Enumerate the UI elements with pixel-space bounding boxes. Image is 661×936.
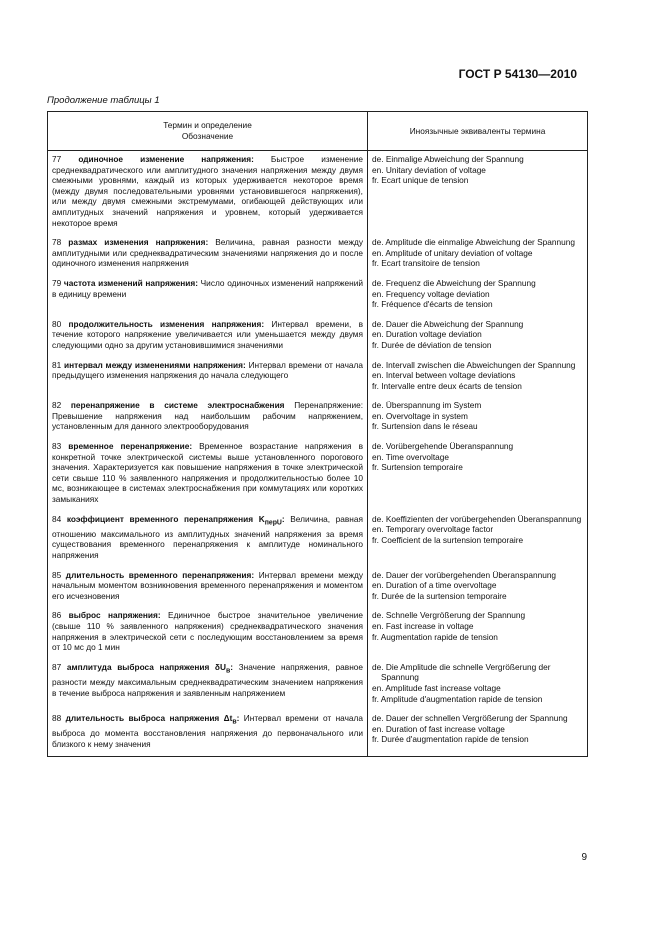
- header-designation-line: Обозначение: [181, 131, 234, 141]
- table-row: [48, 316, 588, 357]
- term-cell: [48, 567, 368, 608]
- equivalent-en: en. Amplitude of unitary deviation of voltage: [372, 247, 533, 258]
- term-definition: Временное возрастание напряжения в конкретной точке электрической системы выше установленного порогового значения. Характеризуется как повышение напряжения в точке электрической сети свыше 110 % заявленного напряжения и продолжительностью более 10 мс, возникающее в системах электроснабжения при коммутациях или коротких замыканиях: [52, 441, 363, 505]
- equivalent-fr: fr. Coefficient de la surtension temporaire: [372, 534, 524, 545]
- equivalents-cell: [368, 275, 588, 316]
- equivalent-fr: fr. Fréquence d'écarts de tension: [372, 299, 493, 310]
- table-continuation-caption: Продолжение таблицы 1: [47, 95, 160, 106]
- equivalents-cell: [368, 710, 588, 756]
- equivalent-de: de. Dauer die Abweichung der Spannung: [372, 318, 524, 329]
- equivalents-cell: [368, 397, 588, 438]
- header-foreign-equivalents: Иноязычные эквиваленты термина: [368, 112, 588, 151]
- term-name: выброс напряжения:: [68, 610, 161, 621]
- table-row: [48, 438, 588, 511]
- term-number: 85: [52, 569, 62, 580]
- term-definition: Интервал времени, в течение которого напряжение увеличивается или уменьшается между двумя следующими одно за другим установившимися значениями: [52, 318, 364, 350]
- term-number: 83: [52, 441, 62, 452]
- term-definition: Единичное быстрое значительное увеличение (свыше 110 % заявленного напряжения) среднеквадратического значения напряжения в электрической сети с последующим восстановлением за время от 10 мс до 1 мин: [52, 610, 364, 653]
- equivalent-de: de. Dauer der schnellen Vergrößerung der Spannung: [372, 713, 568, 724]
- term-name: коэффициент временного перенапряжения $K_{перU}$:: [66, 513, 285, 527]
- equivalent-de: de. Dauer der vorübergehenden Überanspannung: [372, 569, 557, 580]
- table-row: [48, 710, 588, 756]
- page-number: 9: [581, 852, 587, 863]
- equivalent-en: en. Frequency voltage deviation: [372, 288, 490, 299]
- term-cell: [48, 275, 368, 316]
- equivalents-cell: [368, 234, 588, 275]
- term-number: 79: [52, 277, 62, 288]
- term-definition: Интервал времени от начала предыдущего изменения напряжения до начала следующего: [52, 359, 363, 381]
- term-cell: [48, 234, 368, 275]
- term-number: 78: [52, 237, 62, 248]
- equivalent-fr: fr. Surtension dans le réseau: [372, 421, 478, 432]
- term-number: 81: [52, 359, 62, 370]
- term-definition: Величина, равная разности между амплитудными или среднеквадратическим значениями напряжения до и после одиночного изменения напряжения: [52, 237, 363, 269]
- term-number: 88: [52, 713, 62, 724]
- equivalents-cell: [368, 316, 588, 357]
- equivalent-en: en. Overvoltage in system: [372, 410, 468, 421]
- equivalent-fr: fr. Durée de déviation de tension: [372, 339, 492, 350]
- equivalent-fr: fr. Durée de la surtension temporaire: [372, 590, 507, 601]
- term-subscript: перU: [264, 519, 282, 527]
- equivalent-de: de. Amplitude die einmalige Abweichung der Spannung: [372, 237, 575, 248]
- term-cell: [48, 659, 368, 710]
- equivalent-en: en. Fast increase in voltage: [372, 621, 474, 632]
- term-number: 77: [52, 154, 62, 164]
- equivalent-fr: fr. Amplitude d'augmentation rapide de tension: [372, 693, 543, 704]
- term-name: частота изменений напряжения:: [63, 277, 198, 288]
- equivalent-en: en. Duration voltage deviation: [372, 329, 482, 340]
- equivalents-cell: [368, 659, 588, 710]
- equivalent-en: en. Temporary overvoltage factor: [372, 524, 494, 535]
- equivalent-fr: fr. Ecart unique de tension: [372, 175, 469, 186]
- equivalent-en: en. Time overvoltage: [372, 451, 450, 462]
- equivalent-de: de. Frequenz die Abweichung der Spannung: [372, 277, 536, 288]
- table-row: [48, 397, 588, 438]
- term-name: длительность выброса напряжения $\Delta t_в$:: [65, 713, 240, 726]
- table-row: [48, 357, 588, 398]
- term-definition: Величина, равная отношению максимального из амплитудных значений напряжения за время существования временного перенапряжения к амплитуде номинального напряжения: [52, 513, 363, 561]
- term-name: перенапряжение в системе электроснабжения: [70, 400, 285, 411]
- header-term-definition: [48, 112, 368, 151]
- equivalent-de: de. Überspannung im System: [372, 400, 482, 411]
- equivalent-de: de. Intervall zwischen die Abweichungen der Spannung: [372, 359, 576, 370]
- equivalent-fr: fr. Ecart transitoire de tension: [372, 258, 480, 269]
- equivalent-en: en. Interval between voltage deviations: [372, 370, 516, 381]
- equivalent-de: de. Die Amplitude die schnelle Vergrößerung der Spannung: [372, 661, 551, 683]
- equivalent-de: de. Vorübergehende Überanspannung: [372, 441, 514, 452]
- table-row: [48, 234, 588, 275]
- term-cell: [48, 511, 368, 567]
- term-name: одиночное изменение напряжения:: [78, 154, 254, 164]
- terms-table: [47, 111, 588, 757]
- term-cell: [48, 316, 368, 357]
- equivalent-en: en. Unitary deviation of voltage: [372, 164, 486, 175]
- standard-number: ГОСТ Р 54130—2010: [458, 67, 577, 81]
- term-cell: [48, 710, 368, 756]
- term-name: длительность временного перенапряжения:: [65, 569, 255, 580]
- header-term-line: Термин и определение: [163, 120, 252, 130]
- equivalent-de: de. Koeffizienten der vorübergehenden Überanspannung: [372, 513, 582, 524]
- equivalents-cell: [368, 357, 588, 398]
- equivalent-en: en. Amplitude fast increase voltage: [372, 683, 501, 693]
- equivalents-cell: [368, 567, 588, 608]
- equivalent-fr: fr. Augmentation rapide de tension: [372, 631, 498, 642]
- table-row: [48, 151, 588, 235]
- term-number: 82: [52, 400, 62, 411]
- term-name: продолжительность изменения напряжения:: [68, 318, 265, 329]
- term-definition: Интервал времени между начальным моментом возникновения временного перенапряжения и моментом его исчезновения: [52, 569, 363, 601]
- table-header-row: [48, 112, 588, 151]
- table-row: [48, 607, 588, 658]
- term-cell: [48, 438, 368, 511]
- term-definition: Интервал времени от начала выброса до момента восстановления напряжения до первоначального или близкого к нему значения: [52, 713, 363, 750]
- equivalents-cell: [368, 607, 588, 658]
- term-name: временное перенапряжение:: [68, 441, 193, 452]
- term-definition: Значение напряжения, равное разности между максимальным среднеквадратическим значением напряжения в течение выброса напряжения и заявленным напряжением: [52, 661, 364, 698]
- term-cell: [48, 397, 368, 438]
- term-subscript: в: [232, 718, 237, 726]
- term-cell: [48, 357, 368, 398]
- term-cell: [48, 151, 368, 235]
- term-name: интервал между изменениями напряжения:: [64, 359, 246, 370]
- term-cell: [48, 607, 368, 658]
- equivalents-cell: [368, 511, 588, 567]
- equivalent-en: en. Duration of fast increase voltage: [372, 723, 505, 734]
- term-definition: Число одиночных изменений напряжений в единицу времени: [52, 277, 364, 299]
- equivalents-cell: [368, 151, 588, 235]
- equivalent-de: de. Einmalige Abweichung der Spannung: [372, 154, 524, 164]
- table-row: [48, 275, 588, 316]
- term-name: амплитуда выброса напряжения $\delta U_в$:: [66, 661, 233, 675]
- term-number: 87: [52, 661, 62, 672]
- equivalents-cell: [368, 438, 588, 511]
- term-number: 84: [52, 513, 62, 524]
- term-number: 80: [52, 318, 62, 329]
- equivalent-fr: fr. Durée d'augmentation rapide de tension: [372, 734, 529, 745]
- term-definition: Быстрое изменение среднеквадратического или амплитудного значения напряжения между двумя смежными уровнями, каждый из которых удерживается некоторое время (между двумя последовательными уровнями установившегося напряжения), или между двумя смежными экстремумами, огибающей действующих или амплитудных значений напряжения и уровнем, который удерживается некоторое время: [52, 154, 363, 228]
- equivalent-fr: fr. Surtension temporaire: [372, 462, 463, 473]
- equivalent-en: en. Duration of a time overvoltage: [372, 580, 497, 591]
- term-subscript: в: [225, 667, 231, 675]
- term-number: 86: [52, 610, 62, 621]
- table-row: [48, 659, 588, 710]
- equivalent-fr: fr. Intervalle entre deux écarts de tension: [372, 380, 522, 391]
- table-row: [48, 511, 588, 567]
- term-name: размах изменения напряжения:: [68, 237, 209, 248]
- term-definition: Перенапряжение: Превышение напряжения над наибольшим рабочим напряжением, установленным для данного электрооборудования: [52, 400, 363, 432]
- table-row: [48, 567, 588, 608]
- equivalent-de: de. Schnelle Vergrößerung der Spannung: [372, 610, 526, 621]
